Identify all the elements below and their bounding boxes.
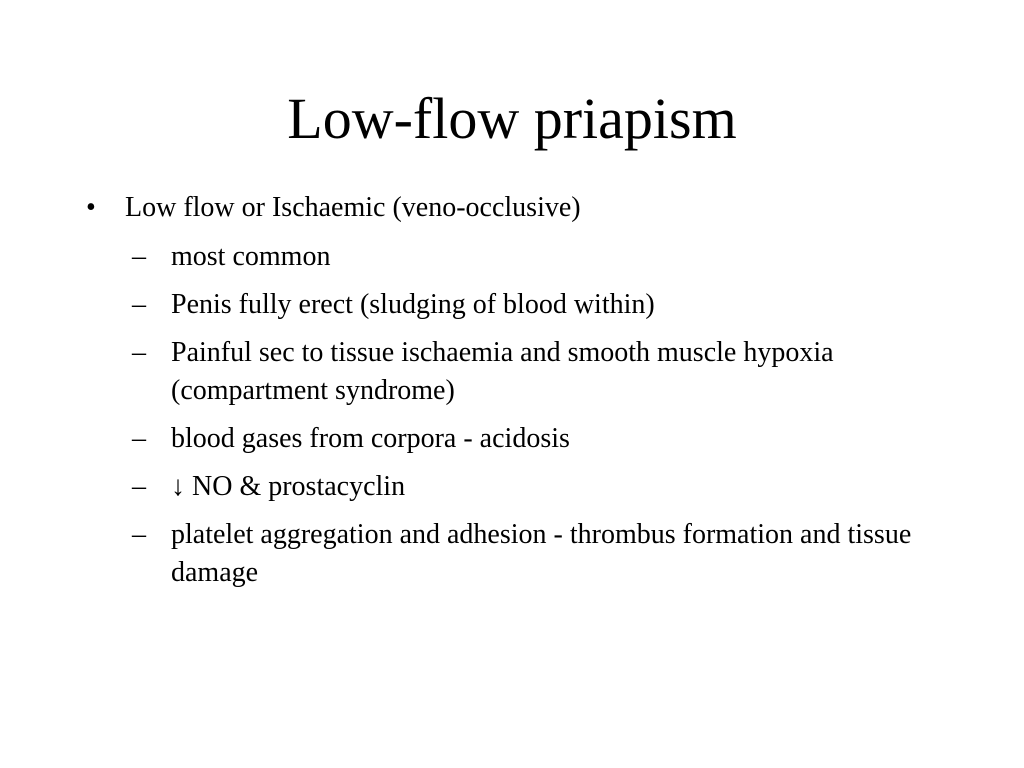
sub-bullet-text: ↓ NO & prostacyclin (171, 471, 406, 502)
sub-bullet-text: blood gases from corpora - acidosis (171, 423, 570, 454)
sub-bullet-item (132, 238, 966, 276)
sub-bullet-item (132, 420, 966, 458)
dash-marker: – (132, 289, 146, 320)
bullet-item (86, 190, 966, 226)
dash-marker: – (132, 471, 146, 502)
sub-bullet-text: Painful sec to tissue ischaemia and smooth muscle hypoxia (compartment syndrome) (171, 337, 834, 406)
sub-bullet-item (132, 286, 966, 324)
sub-bullet-text: platelet aggregation and adhesion - thrombus formation and tissue damage (171, 519, 912, 588)
sub-bullet-item (132, 516, 966, 592)
bullet-text: Low flow or Ischaemic (veno-occlusive) (125, 192, 581, 223)
dash-marker: – (132, 519, 146, 550)
dash-marker: – (132, 241, 146, 272)
sub-bullet-item (132, 468, 966, 506)
sub-bullet-text: Penis fully erect (sludging of blood within) (171, 289, 655, 320)
slide-body (86, 190, 966, 602)
sub-bullet-text: most common (171, 241, 331, 272)
dash-marker: – (132, 337, 146, 368)
slide-title: Low-flow priapism (287, 86, 737, 151)
sub-bullet-list (132, 238, 966, 592)
dash-marker: – (132, 423, 146, 454)
sub-bullet-item (132, 334, 966, 410)
bullet-marker: • (86, 192, 96, 223)
